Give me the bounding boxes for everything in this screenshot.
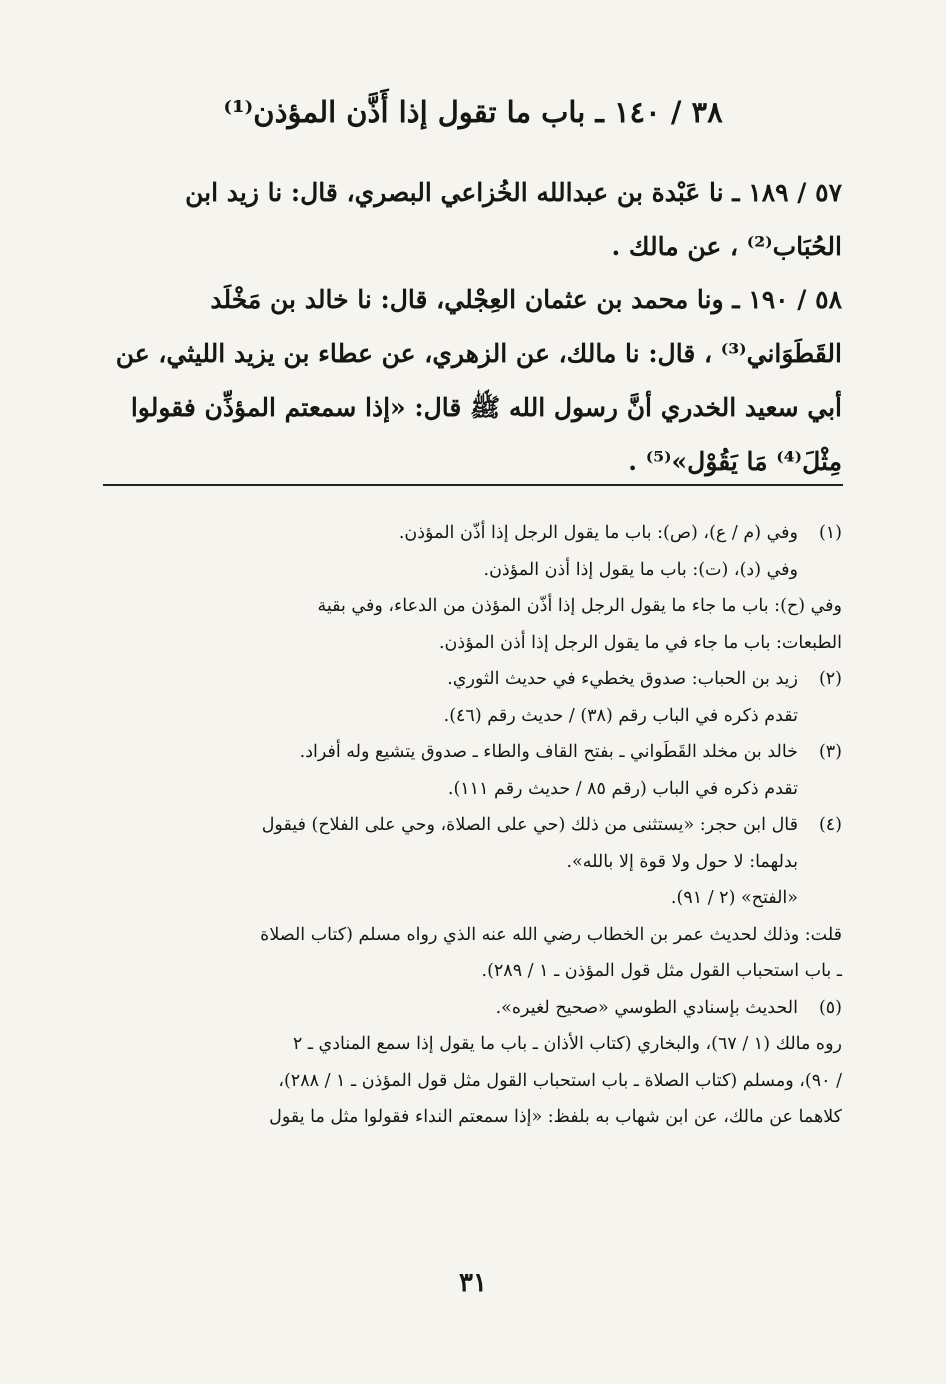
footnote-1 (103, 515, 842, 552)
footnote-line: وفي (ح): باب ما جاء ما يقول الرجل إذا أذّن المؤذن من الدعاء، وفي بقية (317, 596, 842, 616)
footnote-number: (٤) (818, 815, 842, 835)
hadith-line: أبي سعيد الخدري أنَّ رسول الله ﷺ قال: «إذا سمعتم المؤذِّن فقولوا (130, 393, 842, 422)
footnote-text: الحديث بإسنادي الطوسي «صحيح لغيره». (495, 997, 798, 1018)
hadith-line: القَطَوَاني⁽³⁾ ، قال: نا مالك، عن الزهري، عن عطاء بن يزيد الليثي، عن (115, 339, 842, 368)
footnote-text: وفي (م / ع)، (ص): باب ما يقول الرجل إذا أذّن المؤذن. (398, 523, 798, 543)
footnote-text: خالد بن مخلد القَطَواني ـ بفتح القاف والطاء ـ صدوق يتشيع وله أفراد. (299, 742, 798, 762)
footnotes (103, 515, 842, 1136)
hadith-line: ٥٧ / ١٨٩ ـ نا عَبْدة بن عبدالله الخُزاعي البصري، قال: نا زيد ابن (185, 178, 842, 207)
footnote-5 (103, 990, 842, 1027)
footnote-number: (١) (818, 523, 842, 543)
footnote-number: (٥) (818, 997, 842, 1018)
footnote-number: (٢) (818, 669, 842, 689)
footnote-line: وفي (د)، (ت): باب ما يقول إذا أذن المؤذن. (483, 559, 798, 580)
footnote-line: روه مالك (١ / ٦٧)، والبخاري (كتاب الأذان ـ باب ما يقول إذا سمع المنادي ـ ٢ (292, 1034, 842, 1054)
footnote-line: «الفتح» (٢ / ٩١). (670, 888, 798, 908)
page-number: ٣١ (459, 1268, 487, 1298)
footnote-text: زيد بن الحباب: صدوق يخطيء في حديث الثوري. (447, 669, 798, 689)
footnote-line: قلت: وذلك لحديث عمر بن الخطاب رضي الله عنه الذي رواه مسلم (كتاب الصلاة (260, 924, 842, 945)
footnote-line: تقدم ذكره في الباب رقم (٣٨) / حديث رقم (٤٦). (443, 705, 798, 726)
hadith-57 (103, 166, 842, 274)
footnote-line: / ٩٠)، ومسلم (كتاب الصلاة ـ باب استحباب القول مثل قول المؤذن ـ ١ / ٢٨٨)، (278, 1070, 842, 1091)
footnote-line: تقدم ذكره في الباب (رقم ٨٥ / حديث رقم ١١١). (447, 778, 798, 799)
footnote-line: كلاهما عن مالك، عن ابن شهاب به بلفظ: «إذا سمعتم النداء فقولوا مثل ما يقول (269, 1107, 842, 1127)
hadith-line: ٥٨ / ١٩٠ ـ ونا محمد بن عثمان العِجْلي، قال: نا خالد بن مَخْلَد (210, 285, 842, 314)
footnote-text: قال ابن حجر: «يستثنى من ذلك (حي على الصلاة، وحي على الفلاح) فيقول (261, 815, 798, 835)
footnote-divider (103, 484, 843, 486)
footnote-line: ـ باب استحباب القول مثل قول المؤذن ـ ١ / ٢٨٩). (481, 961, 842, 981)
hadith-line: مِثْلَ⁽⁴⁾ مَا يَقُوْل»⁽⁵⁾ . (628, 447, 842, 476)
footnote-line: الطبعات: باب ما جاء في ما يقول الرجل إذا أذن المؤذن. (438, 632, 842, 653)
footnote-line: بدلهما: لا حول ولا قوة إلا بالله». (566, 851, 798, 872)
hadith-line: الحُبَاب⁽²⁾ ، عن مالك . (611, 232, 842, 261)
footnote-2 (103, 661, 842, 698)
footnote-number: (٣) (818, 742, 842, 762)
hadith-58 (103, 273, 842, 489)
chapter-title: ٣٨ / ١٤٠ ـ باب ما تقول إذا أَذَّن المؤذن⁽¹⁾ (223, 95, 723, 129)
footnote-3 (103, 734, 842, 771)
footnote-4 (103, 807, 842, 844)
